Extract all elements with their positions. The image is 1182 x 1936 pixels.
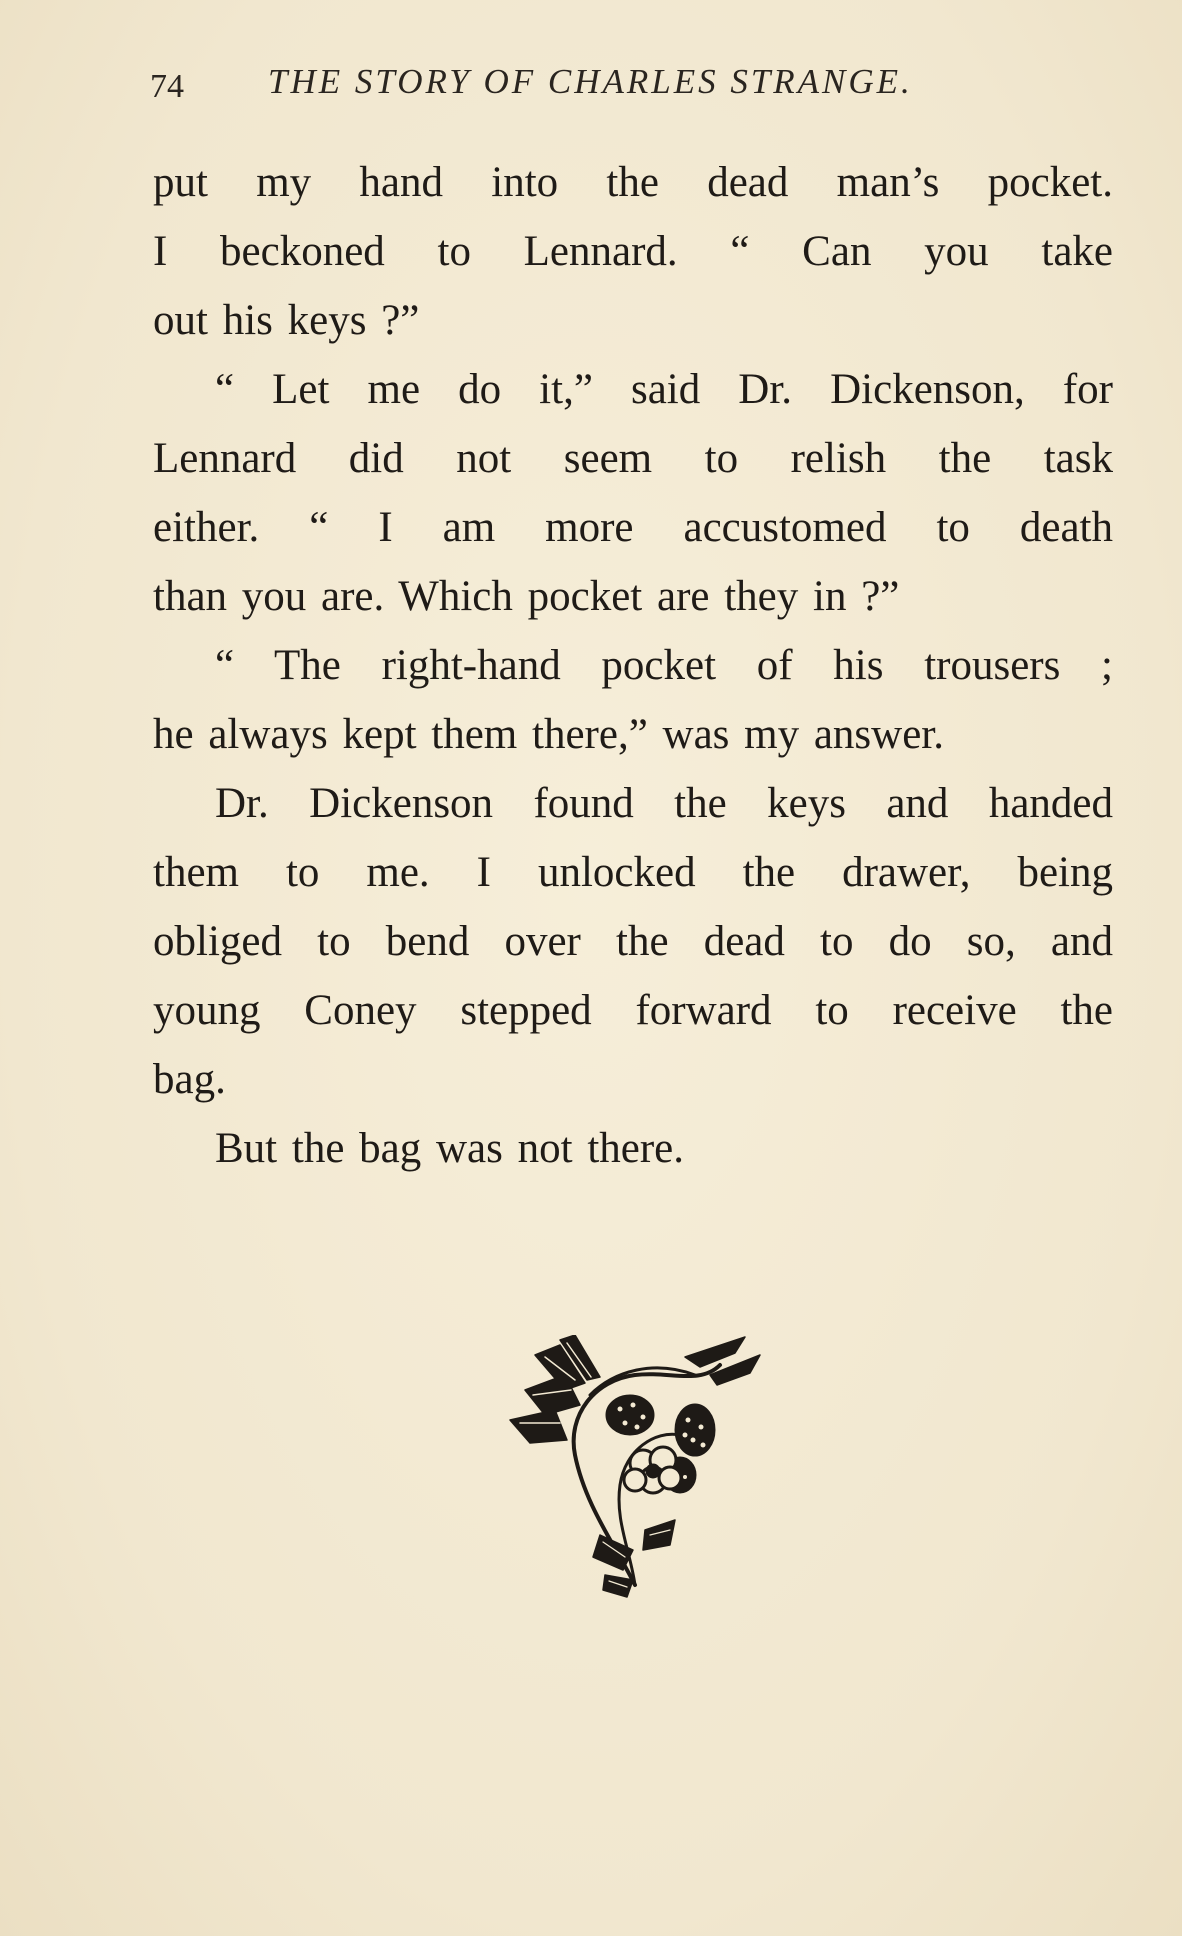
text-line: either. “ I am more accustomed to death xyxy=(153,504,1113,551)
running-title: THE STORY OF CHARLES STRANGE. xyxy=(268,62,913,101)
text-line: them to me. I unlocked the drawer, being xyxy=(153,849,1113,896)
text-line: he always kept them there,” was my answer. xyxy=(153,711,944,758)
text-line: out his keys ?” xyxy=(153,297,420,344)
text-line: “ The right-hand pocket of his trousers ; xyxy=(215,642,1113,689)
page-number: 74 xyxy=(150,68,184,105)
text-line: bag. xyxy=(153,1056,226,1103)
text-line: young Coney stepped forward to receive the xyxy=(153,987,1113,1034)
text-line: put my hand into the dead man’s pocket. xyxy=(153,159,1113,206)
text-line: Lennard did not seem to relish the task xyxy=(153,435,1113,482)
text-line: “ Let me do it,” said Dr. Dickenson, for xyxy=(215,366,1113,413)
floral-tailpiece-icon xyxy=(505,1335,765,1605)
body-text xyxy=(153,148,1113,1183)
text-line: Dr. Dickenson found the keys and handed xyxy=(215,780,1113,827)
text-line: obliged to bend over the dead to do so, and xyxy=(153,918,1113,965)
text-line: I beckoned to Lennard. “ Can you take xyxy=(153,228,1113,275)
text-line: But the bag was not there. xyxy=(215,1125,685,1172)
running-head xyxy=(150,58,1000,108)
text-line: than you are. Which pocket are they in ?” xyxy=(153,573,900,620)
